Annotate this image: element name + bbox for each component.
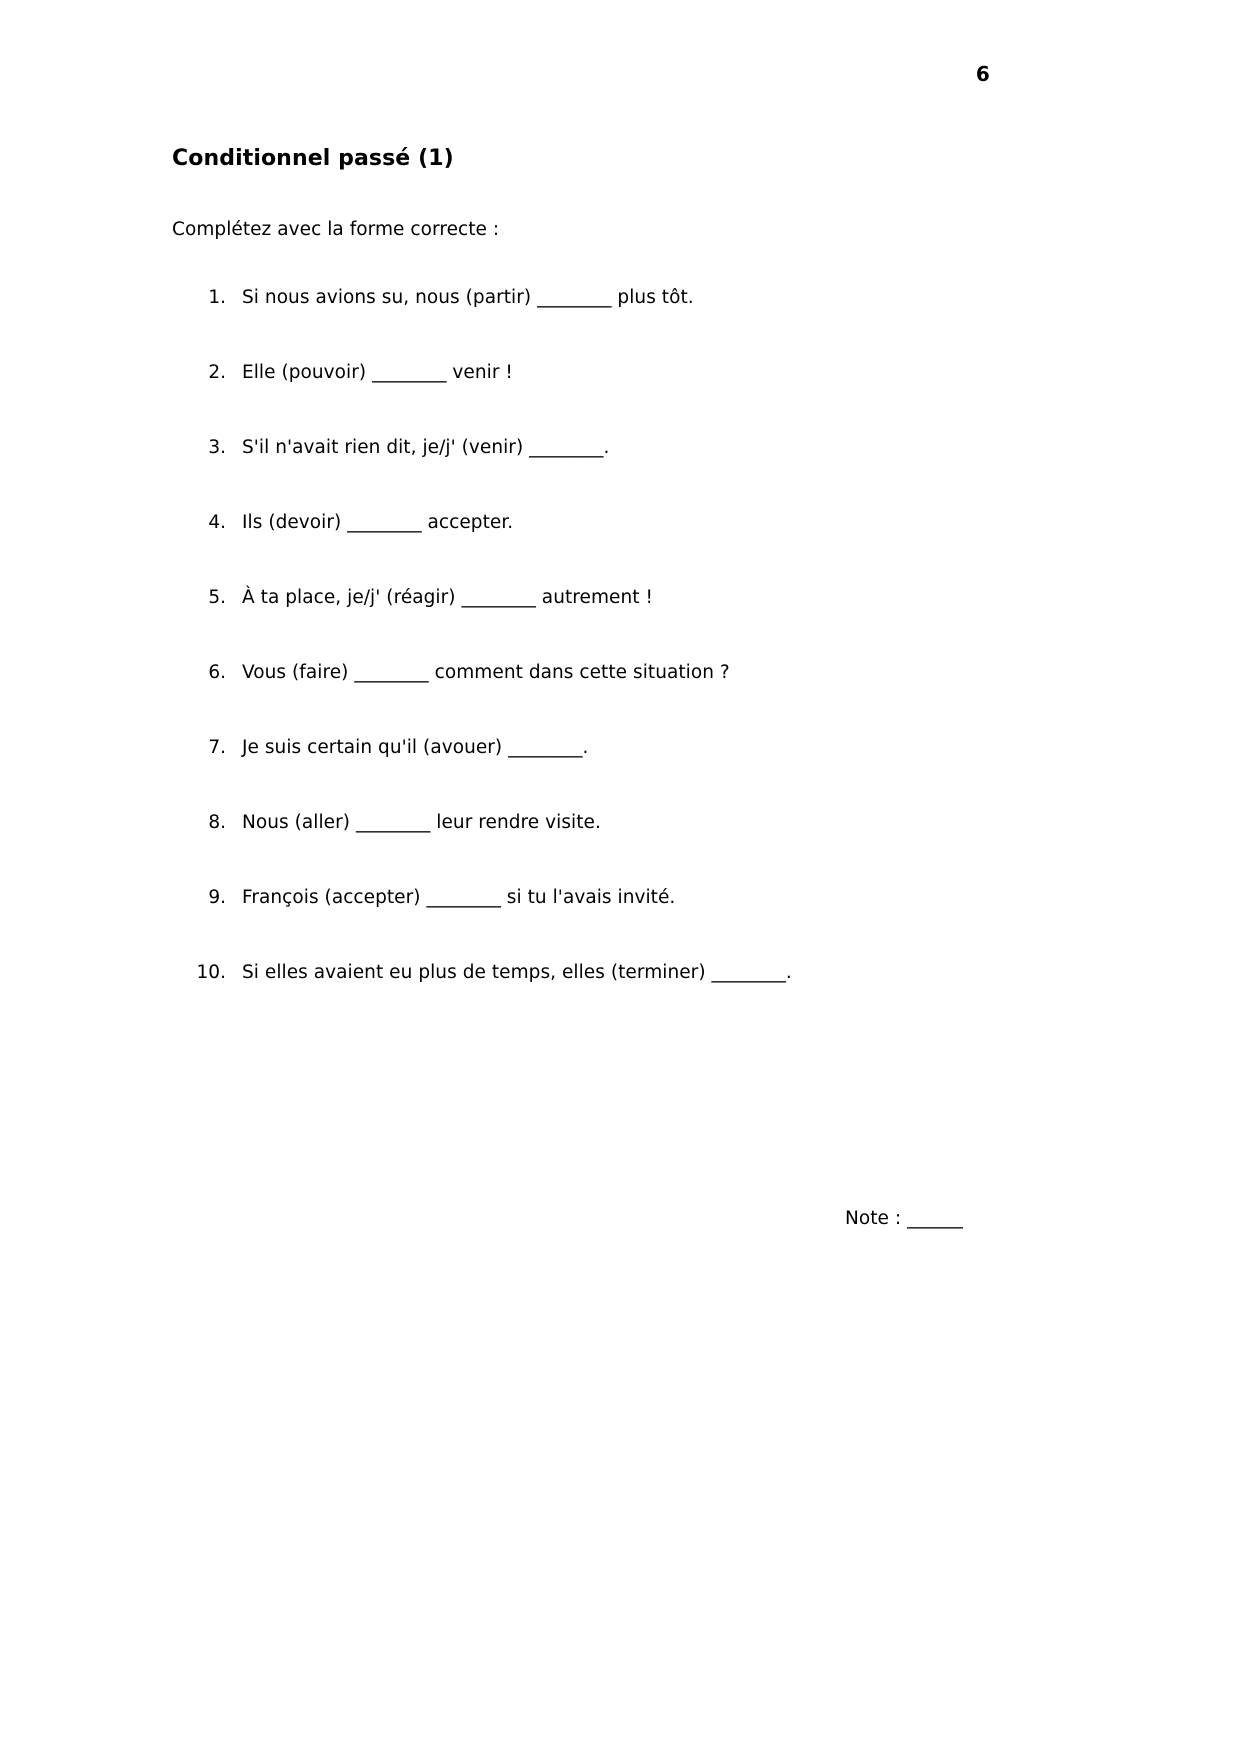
instructions-text: Complétez avec la forme correcte :	[172, 219, 500, 240]
list-item: 7. Je suis certain qu'il (avouer) ________.	[232, 736, 1072, 761]
question-list	[172, 286, 1072, 986]
list-item: 6. Vous (faire) ________ comment dans cette situation ?	[232, 661, 1072, 686]
list-item: 3. S'il n'avait rien dit, je/j' (venir) ________.	[232, 436, 1072, 461]
list-item: 1. Si nous avions su, nous (partir) ________ plus tôt.	[232, 286, 1072, 311]
page-title: Conditionnel passé (1)	[172, 146, 454, 171]
list-item: 5. À ta place, je/j' (réagir) ________ autrement !	[232, 586, 1072, 611]
note-field: Note : ______	[845, 1208, 963, 1229]
list-item: 4. Ils (devoir) ________ accepter.	[232, 511, 1072, 536]
list-item: 2. Elle (pouvoir) ________ venir !	[232, 361, 1072, 386]
list-item: 8. Nous (aller) ________ leur rendre visite.	[232, 811, 1072, 836]
list-item: 10. Si elles avaient eu plus de temps, elles (terminer) ________.	[232, 961, 1072, 986]
page-number: 6	[975, 62, 990, 86]
worksheet-content	[172, 146, 1072, 1036]
list-item: 9. François (accepter) ________ si tu l'avais invité.	[232, 886, 1072, 911]
